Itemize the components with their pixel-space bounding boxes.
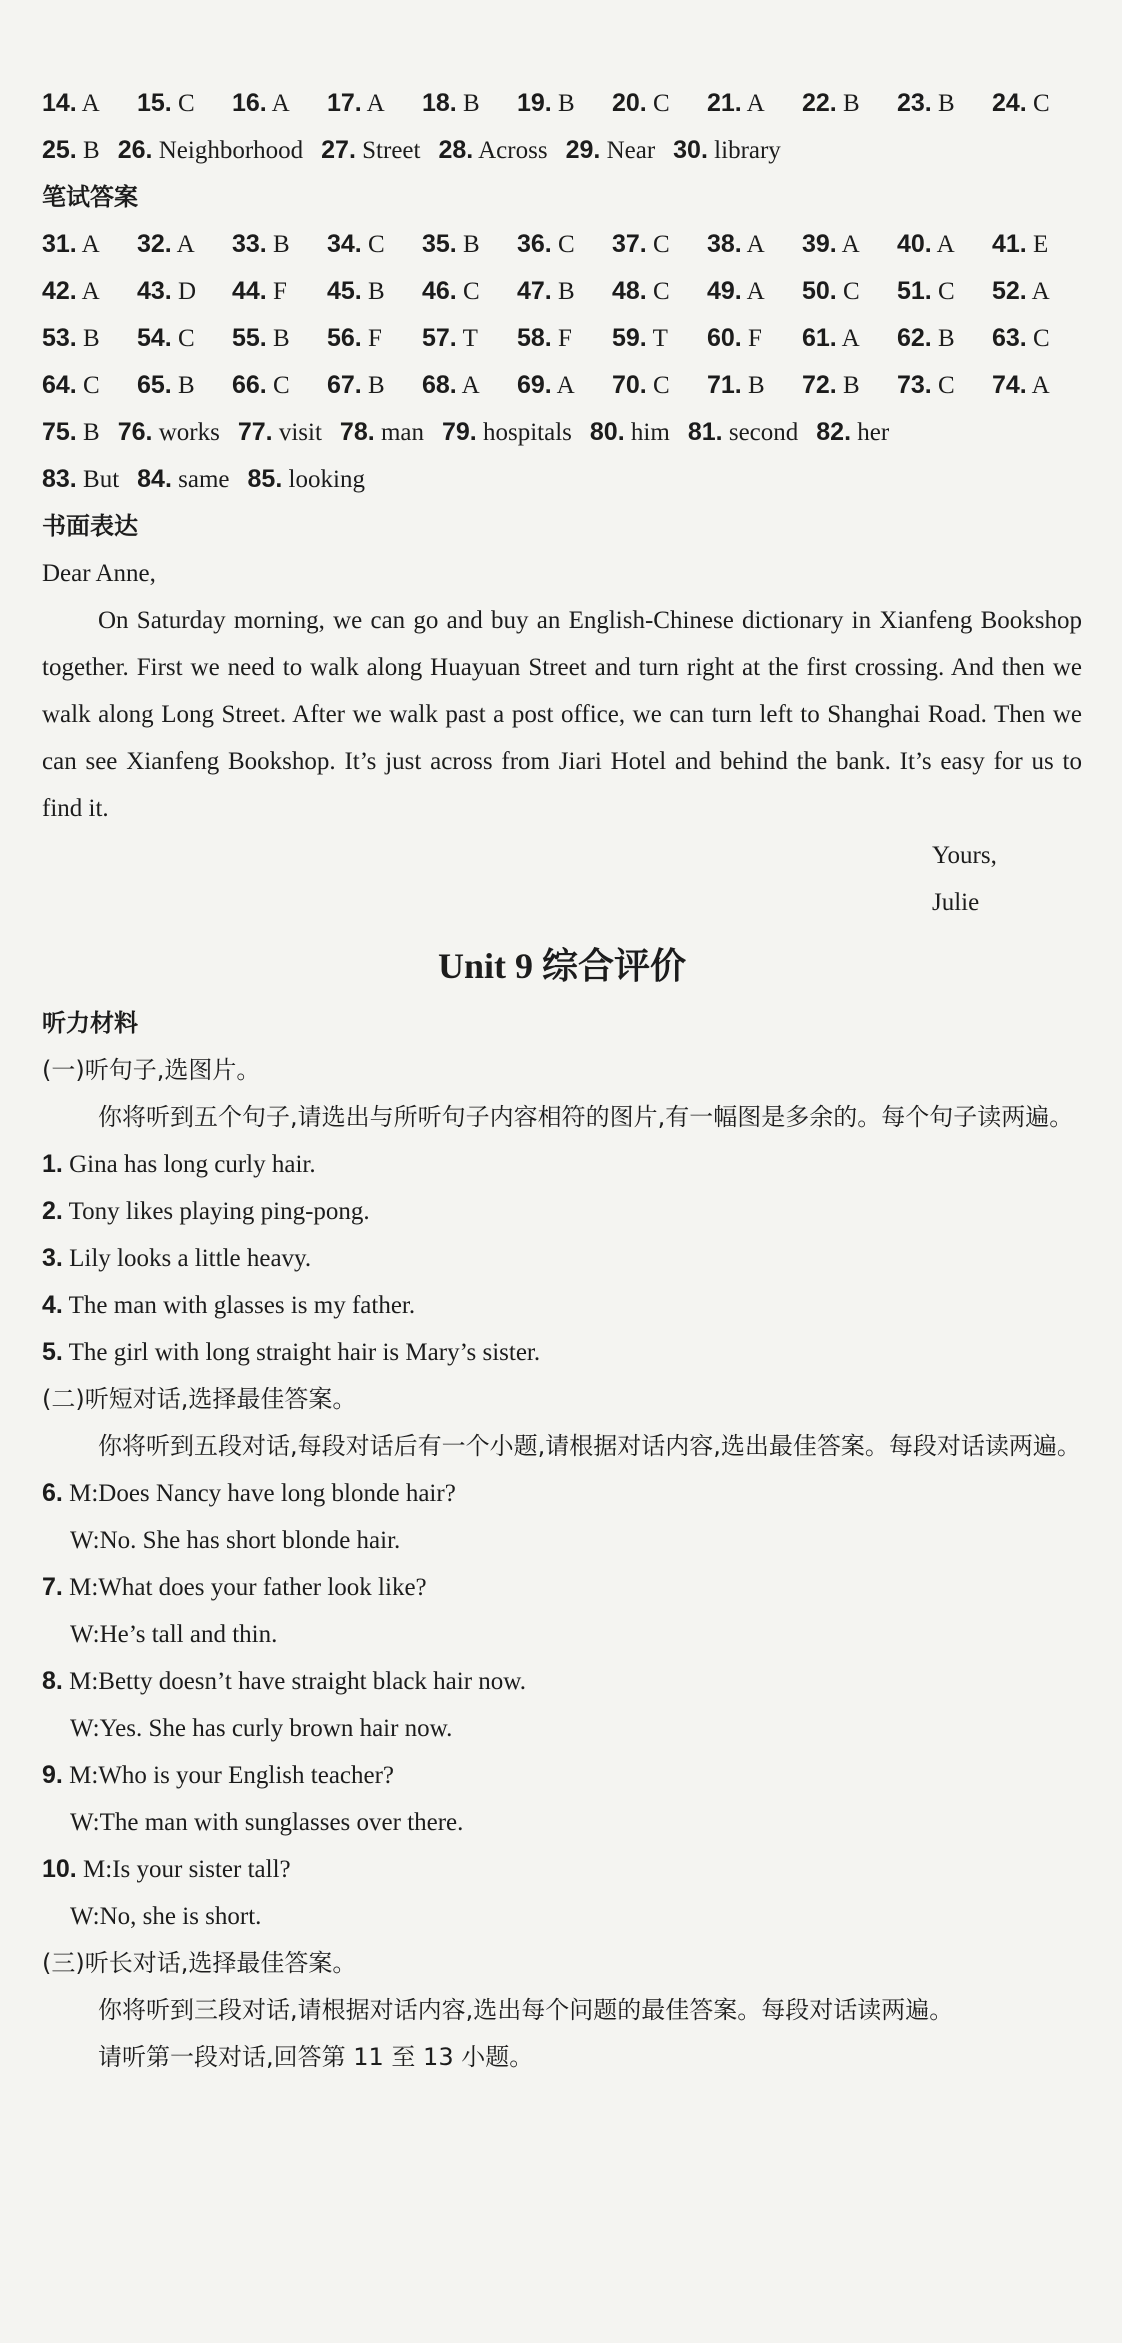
answer-item (897, 315, 992, 362)
answer-value: A (741, 278, 765, 305)
answer-item (42, 80, 137, 127)
answer-item (327, 362, 422, 409)
answer-item (42, 456, 119, 503)
answer-number: 19. (517, 89, 552, 117)
answer-number: 67. (327, 371, 362, 399)
answer-item (422, 80, 517, 127)
answer-value: second (722, 419, 799, 446)
answer-value: B (361, 372, 385, 399)
answer-item (802, 221, 897, 268)
answer-value: A (361, 90, 385, 117)
answer-item (612, 80, 707, 127)
dialog-man-text: M:Betty doesn’t have straight black hair now. (62, 1668, 526, 1695)
answer-number: 51. (897, 277, 932, 305)
answer-value: B (931, 325, 955, 352)
answer-value: Across (473, 137, 548, 164)
answer-number: 68. (422, 371, 457, 399)
answer-number: 46. (422, 277, 457, 305)
answer-value: B (456, 231, 480, 258)
answer-value: him (624, 419, 670, 446)
answer-item (707, 362, 802, 409)
answer-item (673, 127, 781, 174)
answer-number: 72. (802, 371, 837, 399)
answer-item (992, 315, 1087, 362)
item-number: 8. (42, 1667, 63, 1695)
answer-number: 81. (687, 418, 723, 446)
answer-value: B (361, 278, 385, 305)
answer-value: C (646, 90, 670, 117)
answer-item (612, 362, 707, 409)
answer-value: B (76, 325, 100, 352)
answer-number: 44. (232, 277, 267, 305)
answer-item (137, 315, 232, 362)
dialog-man-text: M:Does Nancy have long blonde hair? (62, 1480, 456, 1507)
answer-number: 52. (992, 277, 1027, 305)
answer-value: A (171, 231, 195, 258)
part2-instruction: 你将听到五段对话,每段对话后有一个小题,请根据对话内容,选出最佳答案。每段对话读两遍。 (98, 1432, 1081, 1460)
answer-item (137, 456, 229, 503)
dialog-man-text: M:What does your father look like? (62, 1574, 427, 1601)
answer-item (707, 268, 802, 315)
answer-item (238, 409, 322, 456)
answer-number: 36. (517, 230, 552, 258)
sentence-item (42, 1188, 1082, 1235)
answer-item (816, 409, 889, 456)
answer-item (566, 127, 656, 174)
answer-value: looking (282, 466, 365, 493)
answer-number: 16. (232, 89, 267, 117)
answer-item (897, 221, 992, 268)
answer-value: F (266, 278, 287, 305)
dialog-man-text: M:Who is your English teacher? (62, 1762, 395, 1789)
answer-value: C (456, 278, 480, 305)
dialog-man-line (42, 1846, 1082, 1893)
answer-value: C (1026, 325, 1050, 352)
answer-item (897, 362, 992, 409)
dialog-woman-line: W:No, she is short. (70, 1903, 262, 1930)
answer-value: Near (600, 137, 656, 164)
answer-number: 63. (992, 324, 1027, 352)
answer-item (992, 362, 1087, 409)
answer-number: 39. (802, 230, 837, 258)
answer-value: C (646, 278, 670, 305)
adjacent-page-edge (1112, 80, 1122, 2280)
answer-number: 26. (117, 136, 153, 164)
part3-first-dialog-note: 请听第一段对话,回答第 11 至 13 小题。 (98, 2043, 534, 2071)
item-text: Gina has long curly hair. (62, 1151, 316, 1178)
answer-number: 73. (897, 371, 932, 399)
answer-number: 74. (992, 371, 1027, 399)
answer-number: 42. (42, 277, 77, 305)
dialog-woman-line: W:No. She has short blonde hair. (70, 1527, 401, 1554)
answer-value: B (76, 419, 100, 446)
answer-value: C (836, 278, 860, 305)
answer-number: 18. (422, 89, 457, 117)
answer-row (42, 409, 1082, 456)
answer-number: 62. (897, 324, 932, 352)
answer-number: 31. (42, 230, 77, 258)
content-column (42, 80, 1082, 2081)
answer-row (42, 221, 1082, 268)
answer-value: B (931, 90, 955, 117)
answer-number: 32. (137, 230, 172, 258)
answer-number: 33. (232, 230, 267, 258)
answer-value: B (551, 278, 575, 305)
answer-number: 85. (247, 465, 283, 493)
letter-closing: Yours, (932, 842, 997, 869)
answer-item (340, 409, 424, 456)
answer-value: A (551, 372, 575, 399)
item-number: 6. (42, 1479, 63, 1507)
answer-number: 56. (327, 324, 362, 352)
answer-item (232, 268, 327, 315)
answer-number: 27. (321, 136, 356, 164)
answer-number: 30. (673, 136, 708, 164)
item-number: 3. (42, 1244, 63, 1272)
answer-value: Street (355, 137, 421, 164)
answer-value: man (374, 419, 424, 446)
answer-item (590, 409, 670, 456)
answer-number: 53. (42, 324, 77, 352)
dialog-man-line (42, 1470, 1082, 1517)
item-number: 4. (42, 1291, 63, 1319)
answer-number: 84. (137, 465, 172, 493)
letter-signature: Julie (932, 889, 980, 916)
answer-value: T (646, 325, 668, 352)
answer-item (517, 362, 612, 409)
answer-number: 48. (612, 277, 647, 305)
answer-value: F (361, 325, 382, 352)
letter-body: On Saturday morning, we can go and buy an English-Chinese dictionary in Xianfeng Bookshop together. First we need to walk along Huayuan Street and turn right at the first crossing. And then we walk along Long Street. After we walk past a post office, we can turn left to Shanghai Road. Then we can see Xianfeng Bookshop. It’s just across from Jiari Hotel and behind the bank. It’s easy for us to find it. (42, 607, 1082, 822)
answer-number: 66. (232, 371, 267, 399)
item-number: 7. (42, 1573, 63, 1601)
answer-number: 14. (42, 89, 77, 117)
answer-value: A (76, 231, 100, 258)
answer-number: 61. (802, 324, 837, 352)
answer-value: works (152, 419, 220, 446)
item-number: 10. (42, 1855, 77, 1883)
answer-value: same (171, 466, 230, 493)
answer-number: 76. (117, 418, 153, 446)
answer-item (802, 268, 897, 315)
answer-item (802, 315, 897, 362)
answer-value: A (836, 231, 860, 258)
answer-item (321, 127, 420, 174)
writing-heading: 书面表达 (42, 512, 138, 540)
answer-value: B (836, 372, 860, 399)
answer-value: A (931, 231, 955, 258)
item-number: 9. (42, 1761, 63, 1789)
answer-number: 49. (707, 277, 742, 305)
answer-value: D (171, 278, 197, 305)
dialog-man-line (42, 1658, 1082, 1705)
answer-item (137, 80, 232, 127)
answer-item (232, 221, 327, 268)
answer-item (992, 221, 1087, 268)
answer-number: 29. (565, 136, 601, 164)
answer-item (118, 409, 220, 456)
answer-number: 43. (137, 277, 172, 305)
answer-number: 25. (42, 136, 77, 164)
answer-value: C (76, 372, 100, 399)
answer-value: C (646, 231, 670, 258)
answer-number: 34. (327, 230, 362, 258)
answer-item (232, 80, 327, 127)
answer-number: 75. (42, 418, 77, 446)
answer-item (42, 315, 137, 362)
answer-value: hospitals (476, 419, 572, 446)
answer-row (42, 456, 1082, 503)
answer-value: A (456, 372, 480, 399)
dialog-woman-line: W:The man with sunglasses over there. (70, 1809, 464, 1836)
answer-value: B (76, 137, 100, 164)
answer-item (707, 80, 802, 127)
answer-item (688, 409, 798, 456)
answer-item (327, 221, 422, 268)
answer-value: A (741, 231, 765, 258)
answer-item (327, 80, 422, 127)
written-answers-heading: 笔试答案 (42, 183, 138, 211)
answer-number: 50. (802, 277, 837, 305)
answer-value: B (266, 325, 290, 352)
answer-item (232, 362, 327, 409)
answer-value: C (646, 372, 670, 399)
answer-number: 70. (612, 371, 647, 399)
answer-value: B (266, 231, 290, 258)
answer-number: 21. (707, 89, 742, 117)
answer-row (42, 268, 1082, 315)
answer-value: Neighborhood (152, 137, 304, 164)
item-text: Lily looks a little heavy. (62, 1245, 312, 1272)
answer-value: B (836, 90, 860, 117)
answer-item (802, 362, 897, 409)
answer-number: 69. (517, 371, 552, 399)
dialog-man-line (42, 1752, 1082, 1799)
answer-value: T (456, 325, 478, 352)
answer-number: 17. (327, 89, 362, 117)
answer-value: C (361, 231, 385, 258)
answer-value: C (1026, 90, 1050, 117)
answer-row (42, 127, 1082, 174)
answer-item (422, 362, 517, 409)
part1-instruction: 你将听到五个句子,请选出与所听句子内容相符的图片,有一幅图是多余的。每个句子读两遍。 (98, 1103, 1074, 1131)
item-number: 5. (42, 1338, 63, 1366)
answer-item (248, 456, 365, 503)
part1-sentence-list (42, 1141, 1082, 1376)
answer-item (118, 127, 303, 174)
answer-item (897, 80, 992, 127)
answer-item (137, 268, 232, 315)
answer-number: 58. (517, 324, 552, 352)
answer-value: C (171, 90, 195, 117)
answer-item (42, 127, 100, 174)
sentence-item (42, 1141, 1082, 1188)
answer-number: 57. (422, 324, 457, 352)
answer-item (517, 80, 612, 127)
answer-value: B (741, 372, 765, 399)
sentence-item (42, 1282, 1082, 1329)
answer-number: 79. (441, 418, 477, 446)
item-text: The girl with long straight hair is Mary’s sister. (62, 1339, 541, 1366)
answer-number: 35. (422, 230, 457, 258)
part3-title: (三)听长对话,选择最佳答案。 (42, 1949, 357, 1977)
item-text: Tony likes playing ping-pong. (62, 1198, 370, 1225)
part3-instruction: 你将听到三段对话,请根据对话内容,选出每个问题的最佳答案。每段对话读两遍。 (98, 1996, 954, 2024)
answer-item (42, 362, 137, 409)
answer-number: 28. (438, 136, 474, 164)
answer-number: 37. (612, 230, 647, 258)
answer-number: 38. (707, 230, 742, 258)
listening-material-heading: 听力材料 (42, 1009, 138, 1037)
answer-item (707, 221, 802, 268)
answer-item (232, 315, 327, 362)
answer-row (42, 80, 1082, 127)
answer-item (612, 315, 707, 362)
item-text: The man with glasses is my father. (62, 1292, 416, 1319)
answer-number: 77. (237, 418, 273, 446)
letter-greeting: Dear Anne, (42, 560, 156, 587)
answer-number: 23. (897, 89, 932, 117)
answer-item (992, 268, 1087, 315)
answer-value: A (76, 90, 100, 117)
answer-number: 20. (612, 89, 647, 117)
answer-item (327, 315, 422, 362)
answer-number: 40. (897, 230, 932, 258)
answer-number: 83. (42, 465, 77, 493)
answer-row (42, 362, 1082, 409)
part1-title: (一)听句子,选图片。 (42, 1056, 261, 1084)
answer-number: 65. (137, 371, 172, 399)
answer-item (897, 268, 992, 315)
answer-item (422, 221, 517, 268)
answer-value: A (836, 325, 860, 352)
answer-item (42, 221, 137, 268)
answer-value: B (171, 372, 195, 399)
answer-value: visit (272, 419, 322, 446)
answer-number: 54. (137, 324, 172, 352)
answer-value: C (931, 372, 955, 399)
dialog-woman-line: W:He’s tall and thin. (70, 1621, 278, 1648)
answer-item (992, 80, 1087, 127)
answer-item (517, 221, 612, 268)
answer-item (612, 268, 707, 315)
answer-item (422, 315, 517, 362)
sentence-item (42, 1235, 1082, 1282)
part2-dialog-list (42, 1470, 1082, 1940)
answer-value: library (707, 137, 781, 164)
answer-number: 80. (589, 418, 625, 446)
answer-value: A (741, 90, 765, 117)
answer-item (802, 80, 897, 127)
answer-item (612, 221, 707, 268)
answer-value: F (551, 325, 572, 352)
answer-value: her (851, 419, 890, 446)
answer-value: C (551, 231, 575, 258)
answer-item (42, 268, 137, 315)
answer-value: E (1026, 231, 1049, 258)
dialog-woman-line: W:Yes. She has curly brown hair now. (70, 1715, 453, 1742)
unit-title: Unit 9 综合评价 (437, 946, 686, 986)
sentence-item (42, 1329, 1082, 1376)
answer-number: 41. (992, 230, 1027, 258)
answer-number: 59. (612, 324, 647, 352)
answer-item (327, 268, 422, 315)
item-number: 2. (42, 1197, 63, 1225)
answer-item (42, 409, 100, 456)
answer-item (442, 409, 572, 456)
answer-number: 82. (816, 418, 852, 446)
answer-value: A (1026, 372, 1050, 399)
answer-number: 71. (707, 371, 742, 399)
answer-value: But (76, 466, 120, 493)
answer-number: 78. (339, 418, 375, 446)
answer-value: A (266, 90, 290, 117)
answer-number: 22. (802, 89, 837, 117)
answer-item (137, 221, 232, 268)
answer-number: 24. (992, 89, 1027, 117)
answer-item (517, 268, 612, 315)
answer-value: B (551, 90, 575, 117)
answer-value: A (76, 278, 100, 305)
answer-number: 45. (327, 277, 362, 305)
written-answer-block (42, 221, 1082, 503)
item-number: 1. (42, 1150, 63, 1178)
answer-number: 55. (232, 324, 267, 352)
answer-value: C (931, 278, 955, 305)
answer-value: A (1026, 278, 1050, 305)
answer-value: C (171, 325, 195, 352)
dialog-man-text: M:Is your sister tall? (76, 1856, 291, 1883)
answer-value: F (741, 325, 762, 352)
answer-item (137, 362, 232, 409)
answer-item (517, 315, 612, 362)
answer-value: C (266, 372, 290, 399)
answer-number: 47. (517, 277, 552, 305)
part2-title: (二)听短对话,选择最佳答案。 (42, 1385, 357, 1413)
answer-item (438, 127, 547, 174)
answer-value: B (456, 90, 480, 117)
answer-row (42, 315, 1082, 362)
answer-number: 15. (137, 89, 172, 117)
answer-item (707, 315, 802, 362)
dialog-man-line (42, 1564, 1082, 1611)
answer-number: 64. (42, 371, 77, 399)
answer-number: 60. (707, 324, 742, 352)
listening-answer-block (42, 80, 1082, 174)
answer-item (422, 268, 517, 315)
